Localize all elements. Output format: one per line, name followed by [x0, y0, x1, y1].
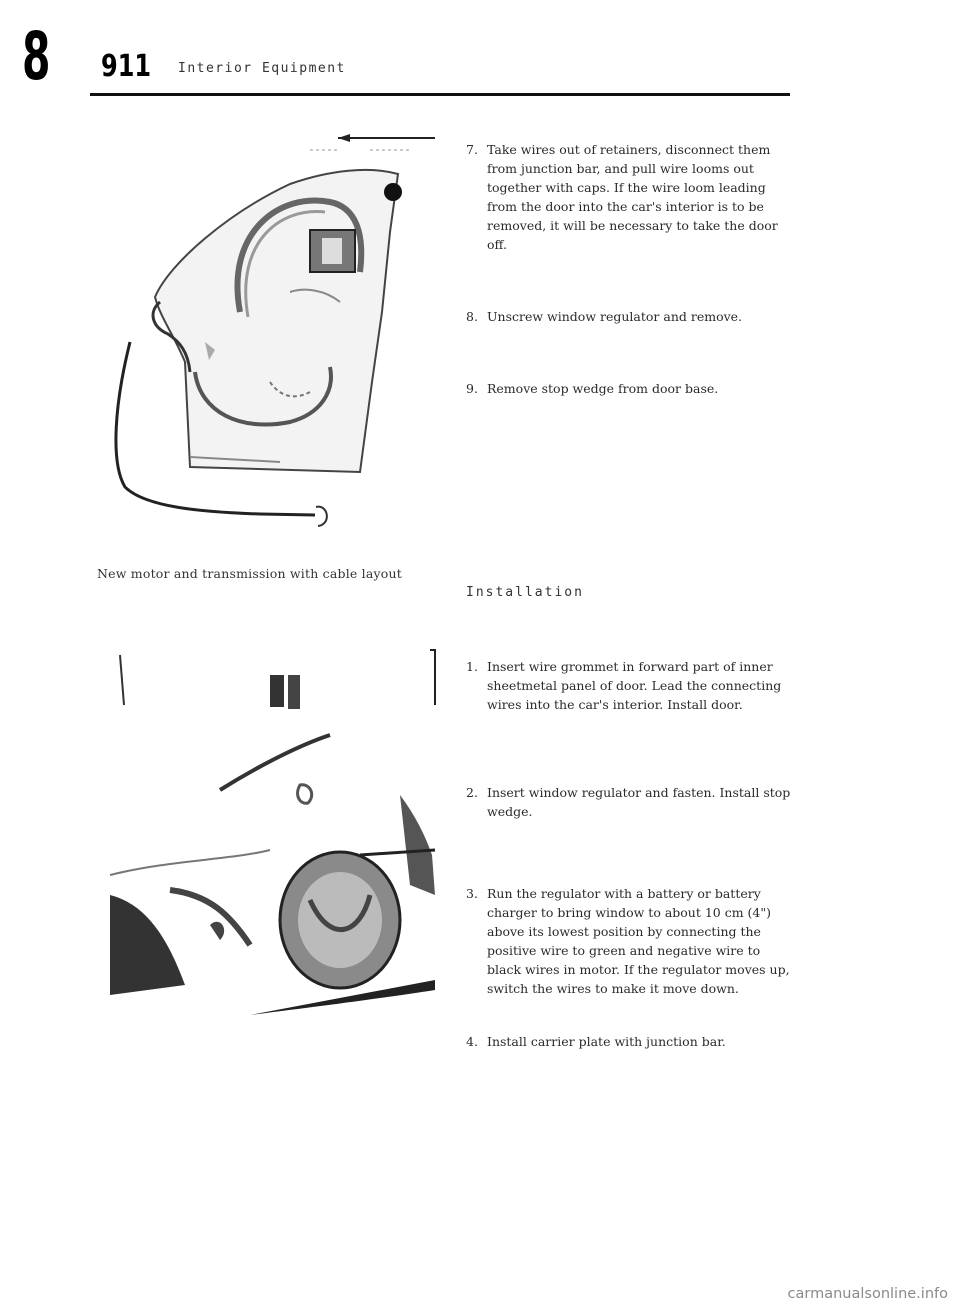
removal-step-9 — [466, 379, 796, 398]
chapter-number: 8 — [22, 18, 51, 95]
installation-step-3 — [466, 884, 796, 998]
step-text: Insert window regulator and fasten. Install stop wedge. — [487, 785, 791, 819]
step-text: Take wires out of retainers, disconnect them from junction bar, and pull wire looms out together with caps. If the wire loom leading from the door into the car's interior is to be removed, it will be necessary to take the door off. — [487, 142, 778, 252]
step-number: 4. — [466, 1034, 478, 1049]
step-text: Insert wire grommet in forward part of inner sheetmetal panel of door. Lead the connecting wires into the car's interior. Install door. — [487, 659, 782, 712]
step-number: 3. — [466, 886, 478, 901]
watermark-link[interactable]: carmanualsonline.info — [787, 1286, 948, 1302]
step-number: 1. — [466, 659, 478, 674]
figure-caption: New motor and transmission with cable layout — [97, 566, 402, 581]
step-text: Run the regulator with a battery or battery charger to bring window to about 10 cm (4") above its lowest position by connecting the positive wire to green and negative wire to black wires in motor. If the regulator moves up, switch the wires to make it move down. — [487, 886, 790, 996]
regulator-motor-photo — [110, 645, 440, 1030]
step-text: Remove stop wedge from door base. — [487, 381, 719, 396]
installation-step-4 — [466, 1032, 796, 1051]
removal-step-7 — [466, 140, 796, 254]
model-number: 911 — [101, 49, 152, 84]
header-rule — [90, 93, 790, 96]
installation-step-1 — [466, 657, 796, 714]
step-text: Unscrew window regulator and remove. — [487, 309, 743, 324]
section-title: Interior Equipment — [178, 61, 346, 76]
step-number: 8. — [466, 309, 478, 324]
step-number: 9. — [466, 381, 478, 396]
installation-heading: Installation — [466, 585, 584, 600]
step-number: 7. — [466, 142, 478, 157]
removal-step-8 — [466, 307, 796, 326]
step-text: Install carrier plate with junction bar. — [487, 1034, 726, 1049]
step-number: 2. — [466, 785, 478, 800]
installation-step-2 — [466, 783, 796, 821]
door-motor-photo — [110, 112, 440, 542]
